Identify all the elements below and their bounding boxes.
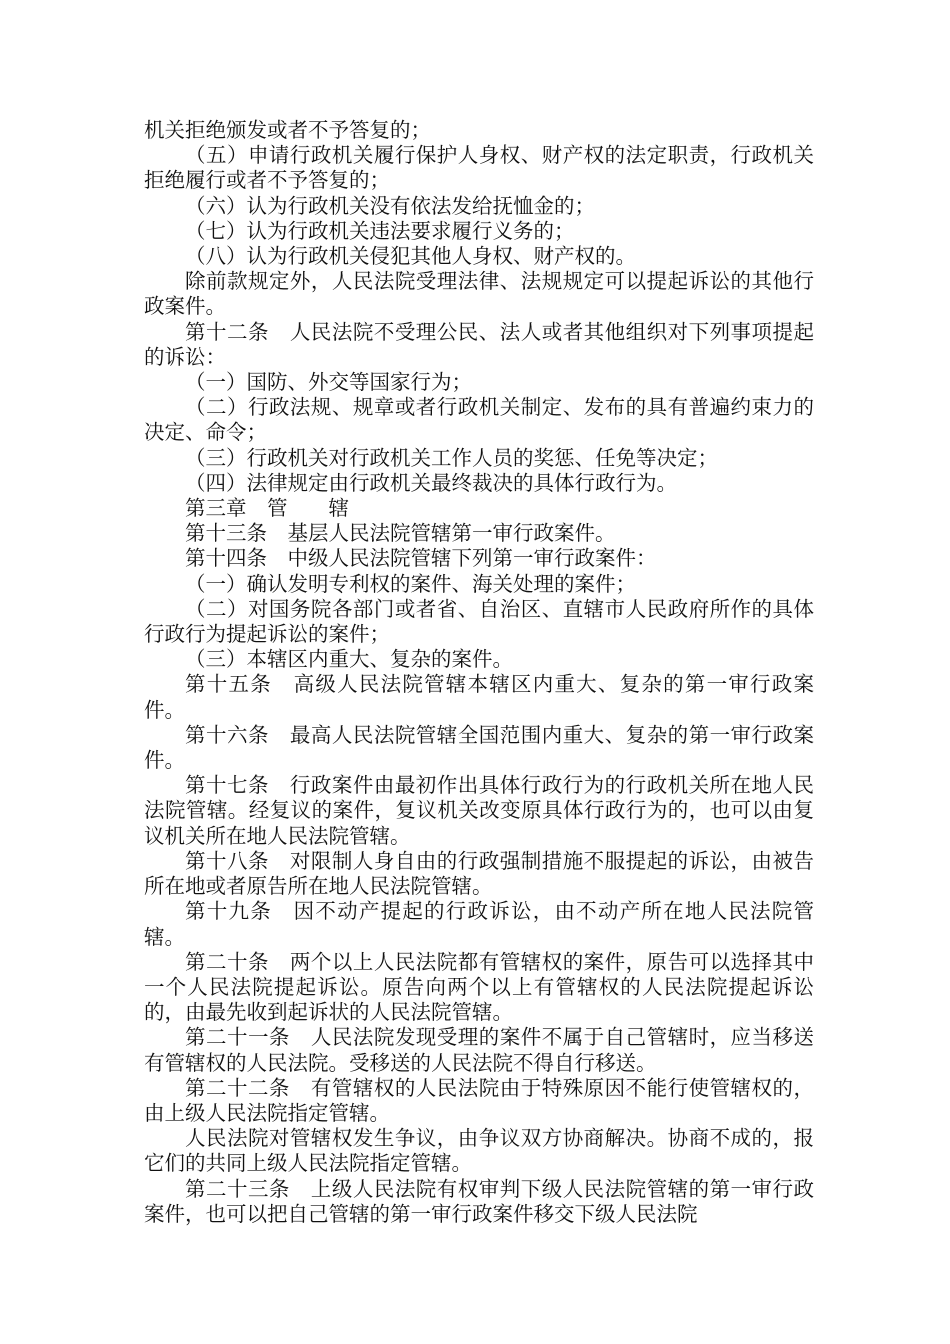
paragraph-item-8: （八）认为行政机关侵犯其他人身权、财产权的。 — [185, 244, 636, 269]
article-14-item-1: （一）确认发明专利权的案件、海关处理的案件； — [185, 571, 636, 596]
article-15: 第十五条 高级人民法院管辖本辖区内重大、复杂的第一审行政案件。 — [144, 672, 814, 722]
article-14: 第十四条 中级人民法院管辖下列第一审行政案件： — [185, 546, 657, 571]
paragraph-item-7: （七）认为行政机关违法要求履行义务的； — [185, 218, 575, 243]
article-19: 第十九条 因不动产提起的行政诉讼，由不动产所在地人民法院管辖。 — [144, 899, 814, 949]
chapter-3-heading: 第三章 管 辖 — [185, 496, 349, 521]
article-22-paragraph-2: 人民法院对管辖权发生争议，由争议双方协商解决。协商不成的，报它们的共同上级人民法院指定管辖。 — [144, 1126, 814, 1176]
article-12-item-4: （四）法律规定由行政机关最终裁决的具体行政行为。 — [185, 470, 677, 495]
document-body — [144, 118, 814, 1227]
paragraph-other-cases: 除前款规定外，人民法院受理法律、法规规定可以提起诉讼的其他行政案件。 — [144, 269, 814, 319]
article-12-item-1: （一）国防、外交等国家行为； — [185, 370, 472, 395]
article-23: 第二十三条 上级人民法院有权审判下级人民法院管辖的第一审行政案件，也可以把自己管辖的第一审行政案件移交下级人民法院 — [144, 1176, 814, 1226]
article-18: 第十八条 对限制人身自由的行政强制措施不服提起的诉讼，由被告所在地或者原告所在地人民法院管辖。 — [144, 848, 814, 899]
article-16: 第十六条 最高人民法院管辖全国范围内重大、复杂的第一审行政案件。 — [144, 722, 814, 773]
paragraph-item-6: （六）认为行政机关没有依法发给抚恤金的； — [185, 193, 595, 218]
article-14-item-3: （三）本辖区内重大、复杂的案件。 — [185, 647, 513, 672]
article-12: 第十二条 人民法院不受理公民、法人或者其他组织对下列事项提起的诉讼： — [144, 319, 814, 369]
paragraph-continuation: 机关拒绝颁发或者不予答复的； — [144, 118, 431, 142]
paragraph-item-5: （五）申请行政机关履行保护人身权、财产权的法定职责，行政机关拒绝履行或者不予答复的； — [144, 143, 814, 193]
article-20: 第二十条 两个以上人民法院都有管辖权的案件，原告可以选择其中一个人民法院提起诉讼。原告向两个以上有管辖权的人民法院提起诉讼的，由最先收到起诉状的人民法院管辖。 — [144, 949, 814, 1025]
article-12-item-2: （二）行政法规、规章或者行政机关制定、发布的具有普遍约束力的决定、命令； — [144, 395, 814, 445]
article-14-item-2: （二）对国务院各部门或者省、自治区、直辖市人民政府所作的具体行政行为提起诉讼的案件； — [144, 596, 814, 647]
article-13: 第十三条 基层人民法院管辖第一审行政案件。 — [185, 521, 616, 546]
article-12-item-3: （三）行政机关对行政机关工作人员的奖惩、任免等决定； — [185, 445, 718, 470]
article-21: 第二十一条 人民法院发现受理的案件不属于自己管辖时，应当移送有管辖权的人民法院。受移送的人民法院不得自行移送。 — [144, 1025, 814, 1075]
article-22: 第二十二条 有管辖权的人民法院由于特殊原因不能行使管辖权的，由上级人民法院指定管辖。 — [144, 1075, 814, 1125]
article-17: 第十七条 行政案件由最初作出具体行政行为的行政机关所在地人民法院管辖。经复议的案件，复议机关改变原具体行政行为的，也可以由复议机关所在地人民法院管辖。 — [144, 773, 814, 848]
